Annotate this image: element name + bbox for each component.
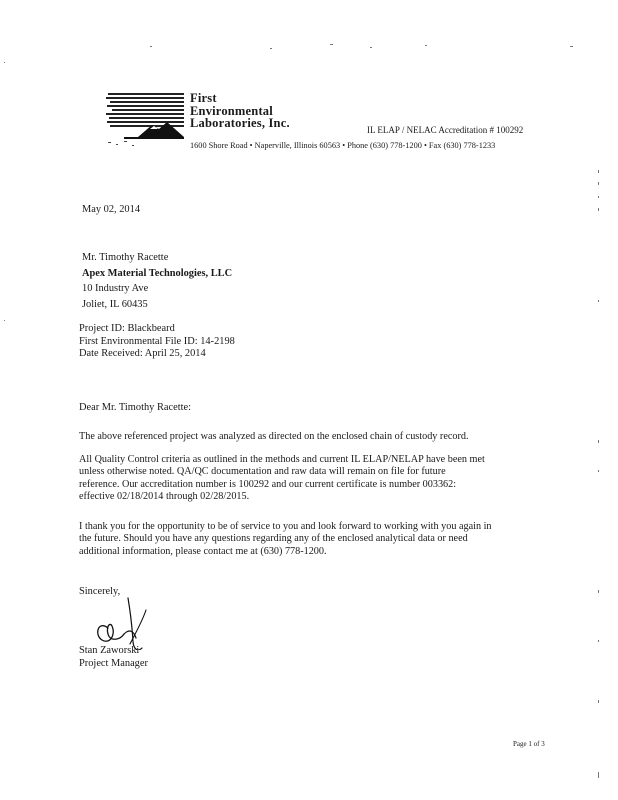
recipient-company: Apex Material Technologies, LLC — [82, 267, 233, 279]
page-number: Page 1 of 3 — [513, 740, 545, 748]
signer-name: Stan Zaworski — [79, 645, 140, 656]
file-id: First Environmental File ID: 14-2198 — [79, 335, 235, 347]
project-id: Project ID: Blackbeard — [79, 323, 175, 334]
paragraph-3-line: I thank you for the opportunity to be of service to you and look forward to working with you again in — [79, 521, 492, 532]
paragraph-2-line: unless otherwise noted. QA/QC documentation and raw data will remain on file for future — [79, 466, 446, 478]
closing: Sincerely, — [79, 586, 121, 597]
paragraph-3-line: the future. Should you have any questions regarding any of the enclosed analytical data or need — [79, 533, 468, 545]
recipient-city: Joliet, IL 60435 — [82, 298, 148, 310]
recipient-street: 10 Industry Ave — [82, 283, 149, 294]
paragraph-1 — [79, 431, 469, 443]
paragraph-3-line: additional information, please contact me at (630) 778-1200. — [79, 545, 327, 557]
paragraph-2-line: effective 02/18/2014 through 02/28/2015. — [79, 491, 250, 503]
project-info — [79, 323, 235, 361]
paragraph-2 — [79, 454, 485, 504]
recipient-name: Mr. Timothy Racette — [82, 252, 169, 263]
paragraph-3 — [79, 521, 492, 558]
paragraph-2-line: All Quality Control criteria as outlined in the methods and current IL ELAP/NELAP have been met — [79, 454, 485, 465]
recipient-address-block — [82, 250, 232, 312]
accreditation-number: IL ELAP / NELAC Accreditation # 100292 — [367, 125, 524, 135]
letter-date: May 02, 2014 — [82, 204, 141, 215]
company-address: 1600 Shore Road • Naperville, Illinois 60563 • Phone (630) 778-1200 • Fax (630) 778-1233 — [190, 141, 496, 150]
signer-block — [79, 644, 148, 670]
date-received: Date Received: April 25, 2014 — [79, 348, 206, 359]
company-name — [190, 92, 290, 130]
company-logo — [104, 92, 186, 150]
company-name-line-1: First — [190, 91, 217, 105]
handwritten-signature — [86, 590, 164, 650]
company-name-line-2: Environmental — [190, 103, 273, 118]
paragraph-2-line: reference. Our accreditation number is 100292 and our current certificate is number 003362: — [79, 478, 457, 490]
signer-title: Project Manager — [79, 658, 148, 669]
paragraph-1-line: The above referenced project was analyzed as directed on the enclosed chain of custody record. — [79, 431, 469, 442]
company-name-line-3: Laboratories, Inc. — [190, 116, 290, 130]
salutation: Dear Mr. Timothy Racette: — [79, 402, 191, 413]
